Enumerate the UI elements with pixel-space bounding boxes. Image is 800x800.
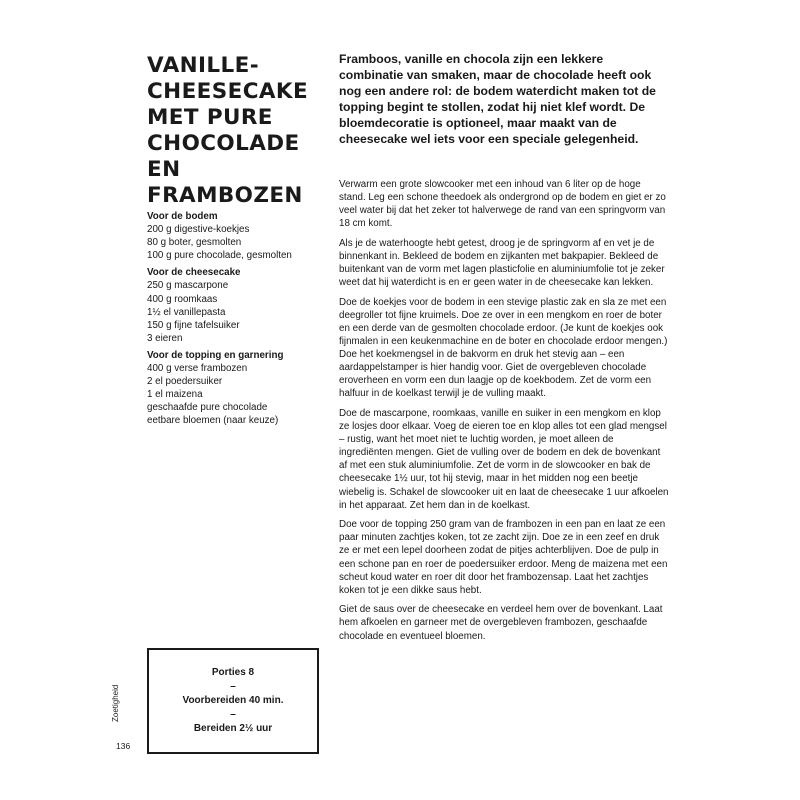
title-line: MET PURE xyxy=(147,105,273,130)
ingredient-item: geschaafde pure chocolade xyxy=(147,402,268,414)
title-line: CHOCOLADE EN xyxy=(147,131,300,182)
ingredient-item: 250 g mascarpone xyxy=(147,280,229,292)
title-line: FRAMBOZEN xyxy=(147,183,303,208)
info-separator: – xyxy=(230,709,236,720)
prep-time-label: Voorbereiden 40 min. xyxy=(182,695,284,706)
method-step: Doe de koekjes voor de bodem in een stevige plastic zak en sla ze met een deegroller tot fijne kruimels. Doe ze over in een mengkom en roer de boter en een derde van de gesmolten chocolade erdoor. (Je kunt de koekjes ook fijnmalen in een keukenmachine en de boter en chocolade erdoor mengen.) Doe het koekmengsel in de bakvorm en druk het stevig aan – een aardappelstamper is hier handig voor. Giet de overgebleven chocolade eroverheen en vorm een dun laagje op de koekbodem. Zet de vorm een halfuur in de koelkast terwijl je de vulling maakt. xyxy=(339,296,668,400)
recipe-intro: Framboos, vanille en chocola zijn een lekkere combinatie van smaken, maar de chocolade heeft ook nog een andere rol: de bodem waterdicht maken tot de topping begint te stollen, zodat hij niet klef wordt. De bloemdecoratie is optioneel, maar maakt van de cheesecake wel iets voor een speciale gelegenheid. xyxy=(339,52,656,146)
method-step: Doe de mascarpone, roomkaas, vanille en suiker in een mengkom en klop ze losjes door elkaar. Voeg de eieren toe en klop alles tot een glad mengsel – rustig, want het moet niet te luchtig worden, je moet alleen de ingrediënten mengen. Giet de vulling over de bodem en dek de bovenkant af met een stuk aluminiumfolie. Zet de vorm in de slowcooker en bak de cheesecake 1½ uur, tot hij stevig, maar in het midden nog een beetje wiebelig is. Schakel de slowcooker uit en laat de cheesecake 1 uur afkoelen in het apparaat. Zet hem dan in de koelkast. xyxy=(339,408,669,511)
ingredient-item: 2 el poedersuiker xyxy=(147,376,223,388)
recipe-title xyxy=(147,53,317,209)
page-number: 136 xyxy=(116,741,131,751)
ingredient-item: 150 g fijne tafelsuiker xyxy=(147,319,240,331)
ingredient-item: 400 g verse frambozen xyxy=(147,363,248,375)
method-steps xyxy=(339,178,669,649)
ingredient-section-cheesecake xyxy=(147,266,327,345)
ingredient-item: 200 g digestive-koekjes xyxy=(147,224,250,236)
ingredient-item: 100 g pure chocolade, gesmolten xyxy=(147,250,292,262)
method-step: Giet de saus over de cheesecake en verdeel hem over de bovenkant. Laat hem afkoelen en garneer met de overgebleven frambozen, geschaafde chocolade en eventueel bloemen. xyxy=(339,604,663,642)
ingredient-section-topping xyxy=(147,349,327,428)
ingredient-heading: Voor de bodem xyxy=(147,211,218,222)
section-label: Zoetigheid xyxy=(111,684,120,722)
recipe-info-box xyxy=(147,648,319,754)
cook-time-label: Bereiden 2½ uur xyxy=(193,723,273,734)
method-step: Doe voor de topping 250 gram van de frambozen in een pan en laat ze een paar minuten zachtjes koken, tot ze zacht zijn. Doe ze in een zeef en druk ze er met een lepel doorheen zodat de pitjes achterblijven. Doe de pulp in een schone pan en roer de poedersuiker erdoor. Meng de maizena met een scheut koud water en roer dit door het frambozensap. Laat het zachtjes koken tot je een dikke saus hebt. xyxy=(339,519,668,596)
title-line: VANILLE- xyxy=(147,53,260,78)
portions-label: Porties 8 xyxy=(211,667,255,678)
ingredient-item: 400 g roomkaas xyxy=(147,293,218,305)
ingredient-item: 80 g boter, gesmolten xyxy=(147,237,242,249)
ingredient-item: eetbare bloemen (naar keuze) xyxy=(147,415,279,427)
title-line: CHEESECAKE xyxy=(147,79,309,104)
method-step: Als je de waterhoogte hebt getest, droog je de springvorm af en vet je de binnenkant in. Bekleed de bodem en zijkanten met bakpapier. Bekleed de buitenkant van de vorm met lagen plasticfolie en aluminiumfolie tot je zeker weet dat hij waterdicht is en er geen water in de cheesecake kan lekken. xyxy=(339,237,665,289)
ingredient-item: 1½ el vanillepasta xyxy=(147,306,226,318)
ingredient-section-bodem xyxy=(147,210,327,262)
ingredient-item: 1 el maizena xyxy=(147,389,203,401)
method-step: Verwarm een grote slowcooker met een inhoud van 6 liter op de hoge stand. Leg een schone theedoek als ondergrond op de bodem en giet er zo veel water bij dat het zeker tot halverwege de rand van een springvorm van 18 cm komt. xyxy=(339,179,666,230)
ingredient-item: 3 eieren xyxy=(147,332,183,344)
ingredient-heading: Voor de cheesecake xyxy=(147,267,241,279)
info-separator: – xyxy=(230,681,236,692)
ingredient-list xyxy=(147,210,327,432)
ingredient-heading: Voor de topping en garnering xyxy=(147,349,284,361)
